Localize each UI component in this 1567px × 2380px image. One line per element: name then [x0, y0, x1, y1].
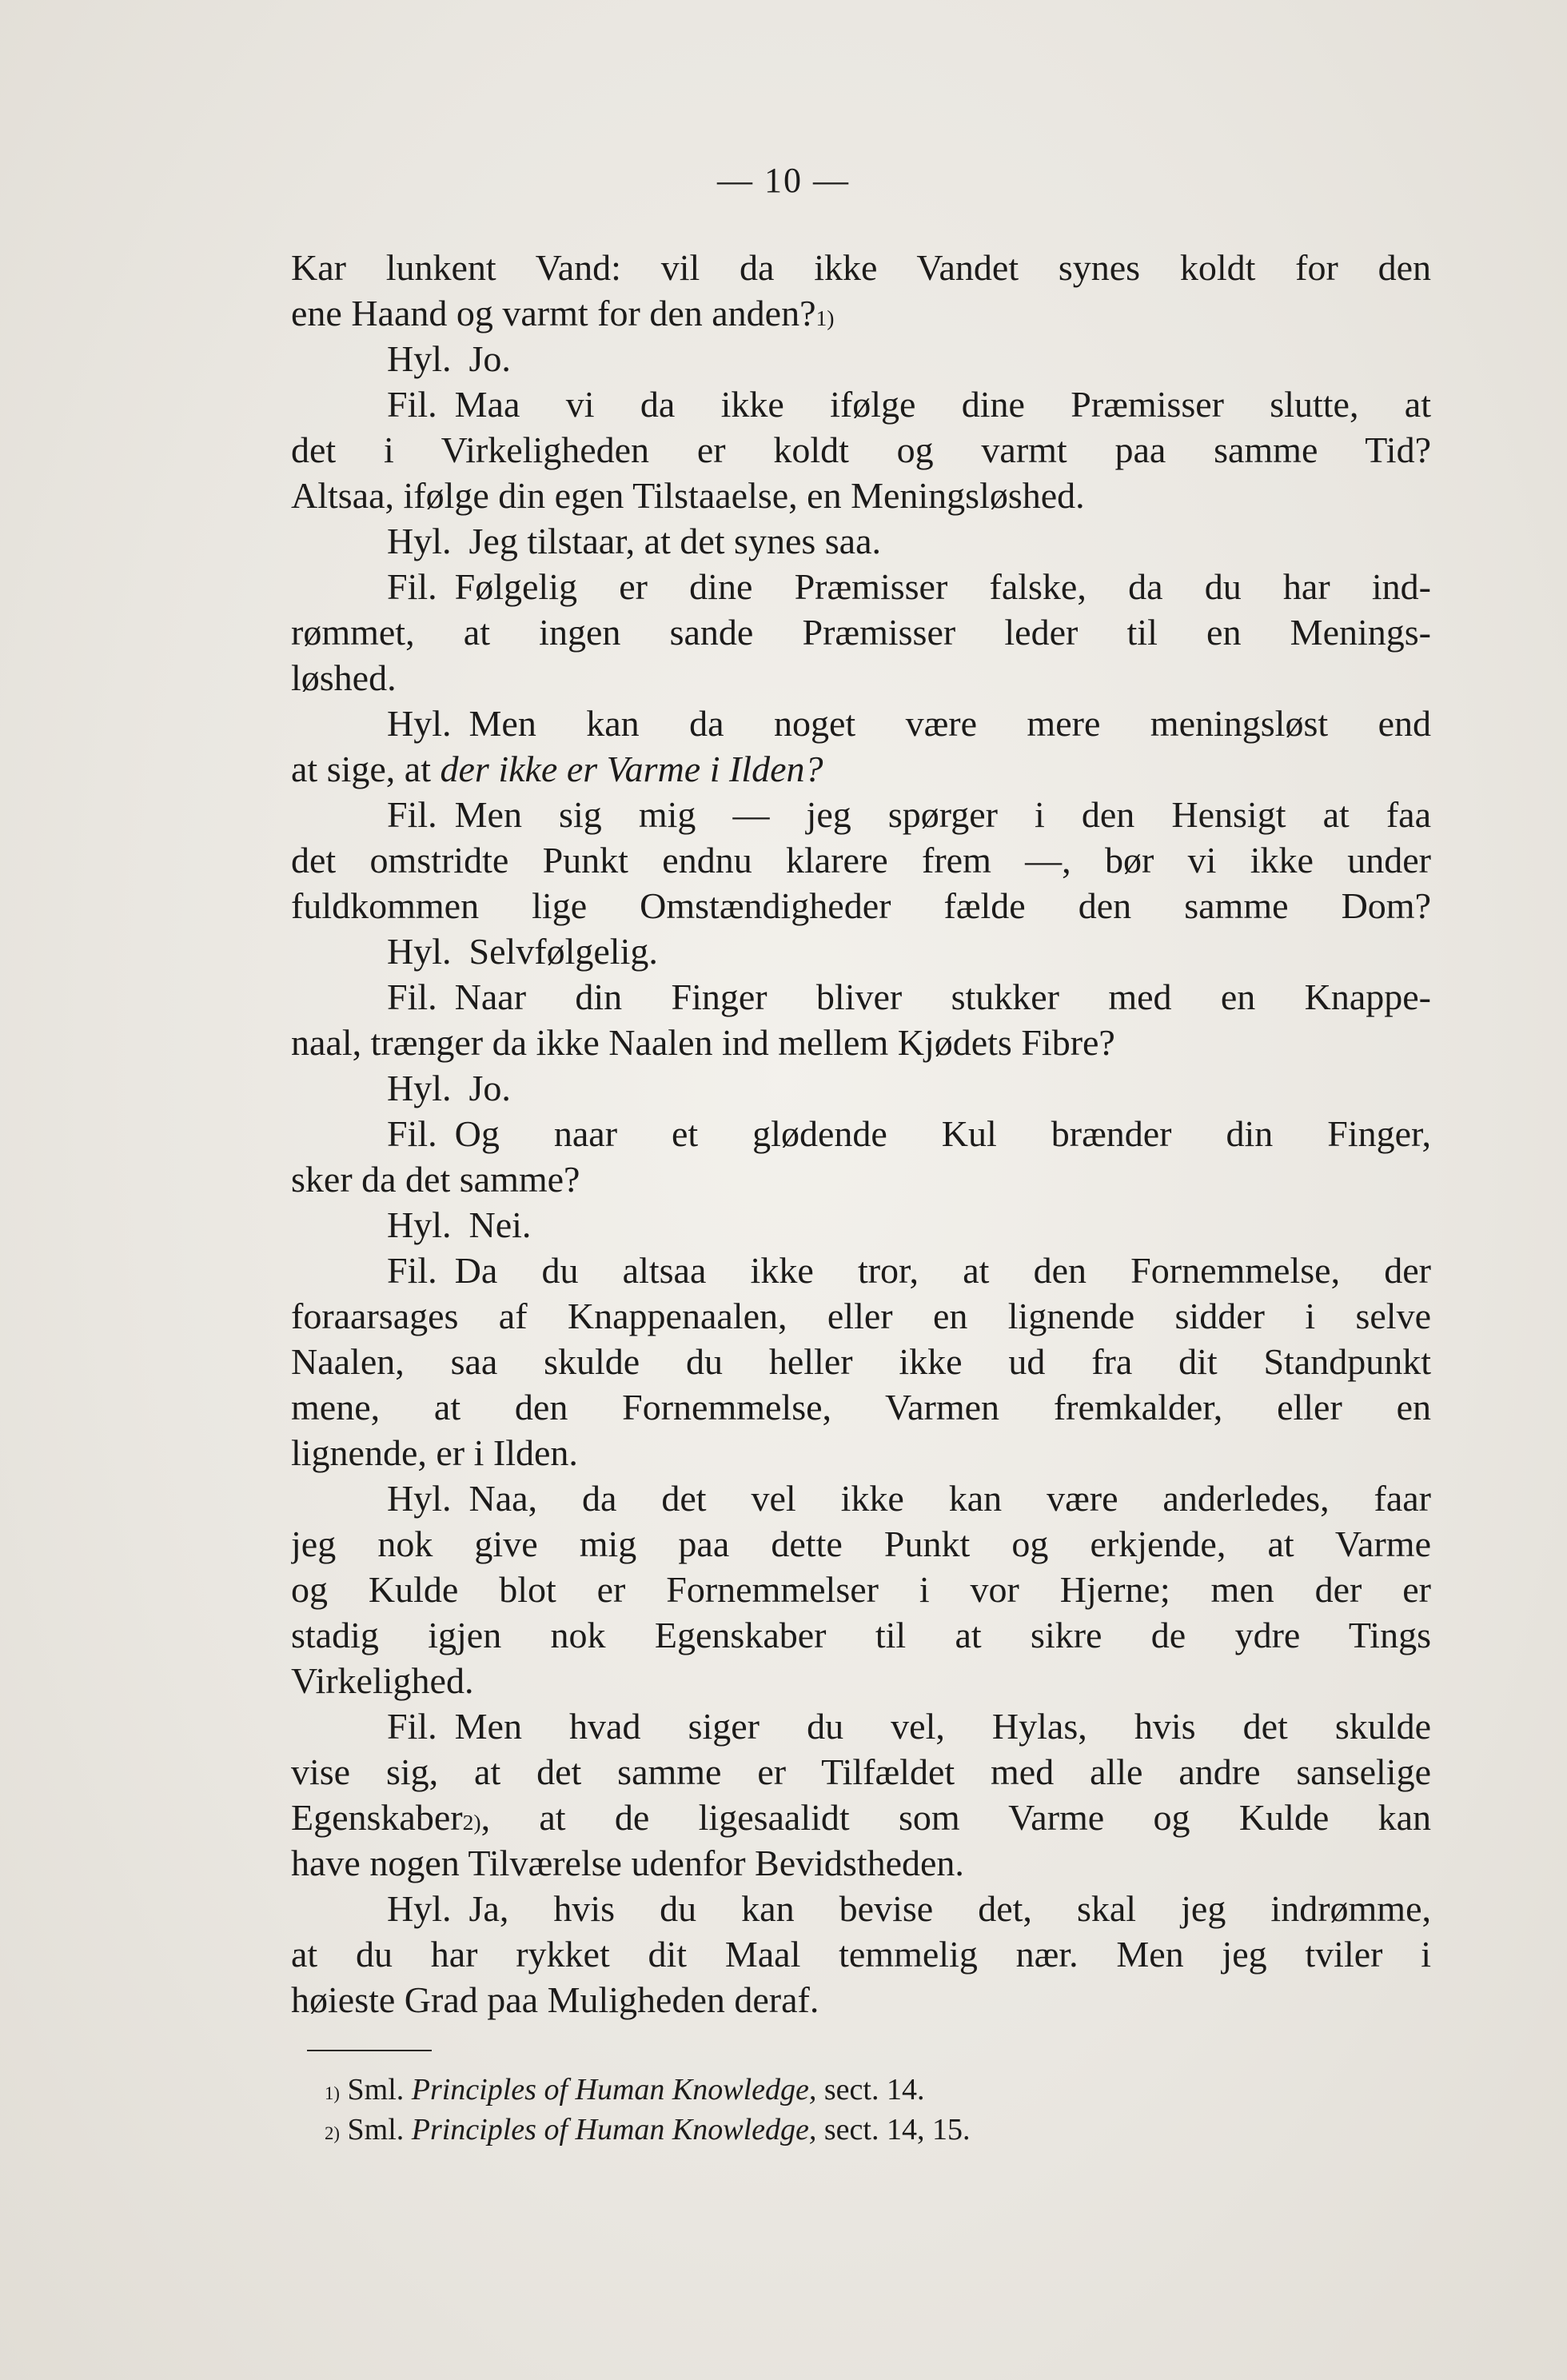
text-line: [291, 1111, 1431, 1156]
speaker-label: Hyl.: [387, 338, 452, 379]
text-line: [291, 974, 1431, 1020]
text-line: [291, 290, 1431, 336]
line-text: vise sig, at det samme er Tilfældet med alle andre sanselige: [291, 1751, 1431, 1792]
line-text: Ja, hvis du kan bevise det, skal jeg indrømme,: [469, 1888, 1431, 1929]
text-line: [291, 1795, 1431, 1840]
footnote-mark: 1): [325, 2083, 340, 2103]
footnote-ref: 2): [462, 1810, 481, 1835]
line-text: fuldkommen lige Omstændigheder fælde den samme Dom?: [291, 885, 1431, 926]
text-line: [291, 655, 1431, 701]
line-text: rømmet, at ingen sande Præmisser leder til en Menings-: [291, 612, 1431, 653]
line-text: Naar din Finger bliver stukker med en Knappe-: [454, 976, 1431, 1017]
text-line: [291, 1840, 1431, 1886]
line-text: Men sig mig — jeg spørger i den Hensigt at faa: [454, 794, 1431, 835]
footnote-title: Principles of Human Knowledge,: [411, 2113, 817, 2146]
line-text: have nogen Tilværelse udenfor Bevidstheden.: [291, 1843, 964, 1883]
speaker-label: Hyl.: [387, 1068, 452, 1108]
speaker-label: Fil.: [387, 1113, 437, 1154]
line-text: det omstridte Punkt endnu klarere frem —, bør vi ikke under: [291, 840, 1431, 881]
line-text: Da du altsaa ikke tror, at den Fornemmelse, der: [454, 1250, 1431, 1291]
speaker-label: Fil.: [387, 384, 437, 425]
text-line: [291, 427, 1431, 473]
line-text: foraarsages af Knappenaalen, eller en lignende sidder i selve: [291, 1296, 1431, 1336]
footnotes: [325, 2070, 970, 2150]
text-line: [291, 1567, 1431, 1612]
speaker-label: Hyl.: [387, 521, 452, 561]
text-line: [291, 564, 1431, 609]
line-text: at sige, at: [291, 749, 441, 789]
line-text: høieste Grad paa Muligheden deraf.: [291, 1979, 819, 2020]
speaker-label: Hyl.: [387, 1888, 452, 1929]
speaker-label: Fil.: [387, 1706, 437, 1747]
line-text: der ikke er Varme i Ilden?: [440, 749, 823, 789]
text-line: [291, 792, 1431, 837]
footnote-mark: 2): [325, 2123, 340, 2143]
text-line: [291, 701, 1431, 746]
line-text: Selvfølgelig.: [469, 931, 658, 972]
line-text: løshed.: [291, 657, 397, 698]
text-line: [291, 1156, 1431, 1202]
footnote-title: Principles of Human Knowledge,: [411, 2073, 817, 2106]
line-text: Jo.: [469, 338, 511, 379]
speaker-label: Hyl.: [387, 931, 452, 972]
speaker-label: Hyl.: [387, 703, 452, 744]
line-text: Jo.: [469, 1068, 511, 1108]
line-text: Virkelighed.: [291, 1660, 474, 1701]
line-text: , at de ligesaalidt som Varme og Kulde kan: [480, 1797, 1431, 1838]
footnote-ref: 1): [815, 305, 835, 330]
line-text: sker da det samme?: [291, 1159, 580, 1200]
line-text: Jeg tilstaar, at det synes saa.: [469, 521, 882, 561]
footnote-prefix: Sml.: [347, 2073, 405, 2106]
line-text: mene, at den Fornemmelse, Varmen fremkalder, eller en: [291, 1387, 1431, 1428]
line-text: stadig igjen nok Egenskaber til at sikre de ydre Tings: [291, 1615, 1431, 1655]
text-line: [291, 1293, 1431, 1339]
text-line: [291, 1658, 1431, 1703]
speaker-label: Fil.: [387, 976, 437, 1017]
line-text: det i Virkeligheden er koldt og varmt paa samme Tid?: [291, 429, 1431, 470]
footnote: [325, 2070, 970, 2110]
text-line: [291, 1430, 1431, 1476]
text-line: [291, 928, 1431, 974]
line-text: naal, trænger da ikke Naalen ind mellem Kjødets Fibre?: [291, 1022, 1115, 1063]
text-line: [291, 1248, 1431, 1293]
text-line: [291, 1020, 1431, 1065]
text-line: [291, 336, 1431, 381]
text-line: [291, 746, 1431, 792]
speaker-label: Fil.: [387, 566, 437, 607]
text-line: [291, 1339, 1431, 1384]
line-text: Kar lunkent Vand: vil da ikke Vandet synes koldt for den: [291, 247, 1431, 288]
speaker-label: Hyl.: [387, 1204, 452, 1245]
text-line: [291, 1977, 1431, 2023]
text-line: [291, 1703, 1431, 1749]
speaker-label: Fil.: [387, 1250, 437, 1291]
footnote-divider: [307, 2050, 432, 2051]
footnote-ref: sect. 14.: [823, 2073, 925, 2106]
text-line: [291, 1521, 1431, 1567]
line-text: Naalen, saa skulde du heller ikke ud fra dit Standpunkt: [291, 1341, 1431, 1382]
line-text: Maa vi da ikke ifølge dine Præmisser slutte, at: [454, 384, 1431, 425]
text-line: [291, 1202, 1431, 1248]
speaker-label: Hyl.: [387, 1478, 452, 1519]
line-text: Følgelig er dine Præmisser falske, da du har ind-: [454, 566, 1431, 607]
line-text: ene Haand og varmt for den anden?: [291, 293, 816, 333]
text-line: [291, 1612, 1431, 1658]
text-line: [291, 837, 1431, 883]
page-number: — 10 —: [717, 161, 850, 200]
footnote-prefix: Sml.: [347, 2113, 405, 2146]
body-text: [291, 245, 1431, 2023]
text-line: [291, 1065, 1431, 1111]
text-line: [291, 1931, 1431, 1977]
text-line: [291, 381, 1431, 427]
text-line: [291, 1384, 1431, 1430]
text-line: [291, 1886, 1431, 1931]
text-line: [291, 609, 1431, 655]
line-text: jeg nok give mig paa dette Punkt og erkjende, at Varme: [291, 1523, 1431, 1564]
text-line: [291, 245, 1431, 290]
speaker-label: Fil.: [387, 794, 437, 835]
line-text: Nei.: [469, 1204, 532, 1245]
line-text: Og naar et glødende Kul brænder din Finger,: [454, 1113, 1431, 1154]
line-text: Egenskaber: [291, 1797, 463, 1838]
text-line: [291, 473, 1431, 518]
text-line: [291, 1749, 1431, 1795]
text-line: [291, 518, 1431, 564]
line-text: Men hvad siger du vel, Hylas, hvis det skulde: [454, 1706, 1431, 1747]
text-line: [291, 883, 1431, 928]
line-text: og Kulde blot er Fornemmelser i vor Hjerne; men der er: [291, 1569, 1431, 1610]
footnote: [325, 2110, 970, 2150]
line-text: Men kan da noget være mere meningsløst end: [469, 703, 1431, 744]
line-text: Altsaa, ifølge din egen Tilstaaelse, en Meningsløshed.: [291, 475, 1085, 516]
line-text: Naa, da det vel ikke kan være anderledes, faar: [469, 1478, 1431, 1519]
text-line: [291, 1476, 1431, 1521]
line-text: lignende, er i Ilden.: [291, 1432, 578, 1473]
footnote-ref: sect. 14, 15.: [823, 2113, 971, 2146]
line-text: at du har rykket dit Maal temmelig nær. Men jeg tviler i: [291, 1934, 1431, 1975]
